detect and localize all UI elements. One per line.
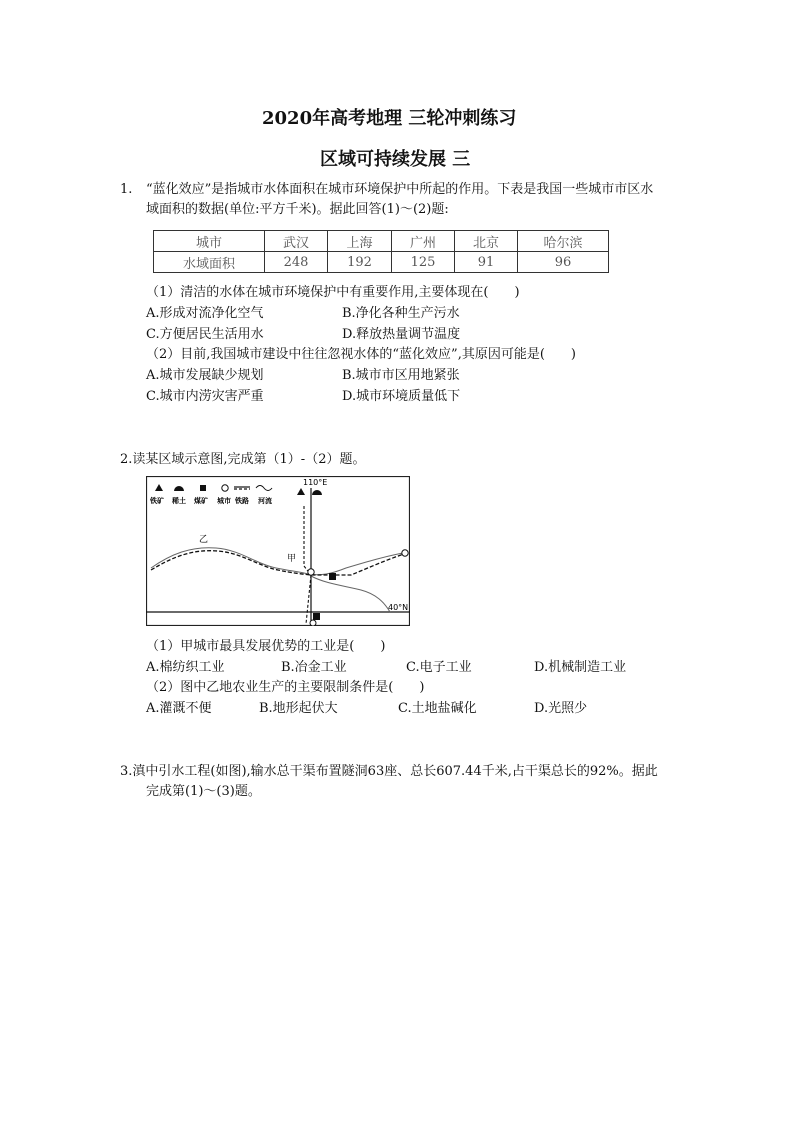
table-header-cell: 上海 — [328, 231, 392, 252]
q1-sub2-option-a: A.城市发展缺少规划 — [146, 368, 264, 383]
q2-sub2-option-a: A.灌溉不便 — [146, 701, 212, 716]
q2-sub2-question: （2）图中乙地农业生产的主要限制条件是( ) — [146, 680, 425, 695]
q1-stem-line2: 域面积的数据(单位:平方千米)。据此回答(1)～(2)题: — [146, 202, 449, 217]
table-header-cell: 武汉 — [265, 231, 328, 252]
table-row — [154, 231, 609, 252]
table-header-cell: 哈尔滨 — [518, 231, 609, 252]
q1-sub1-option-c: C.方便居民生活用水 — [146, 327, 264, 342]
table-header-cell: 广州 — [392, 231, 455, 252]
q1-sub1-option-b: B.净化各种生产污水 — [342, 306, 460, 321]
q3-stem-line2: 完成第(1)～(3)题。 — [146, 784, 261, 799]
coal-mine-marker-south — [313, 613, 320, 620]
water-area-table — [153, 230, 609, 273]
table-cell: 248 — [265, 252, 328, 273]
q2-sub2-option-d: D.光照少 — [534, 701, 588, 716]
meridian-label: 110°E — [303, 478, 328, 487]
coal-mine-icon — [200, 485, 206, 491]
q1-sub1-question: （1）清洁的水体在城市环境保护中有重要作用,主要体现在( ) — [146, 285, 520, 300]
legend-iron-label: 铁矿 — [150, 497, 164, 505]
label-jia: 甲 — [287, 554, 297, 564]
city-icon — [222, 485, 228, 491]
q3-stem-line1: 3.滇中引水工程(如图),输水总干渠布置隧洞63座、总长607.44千米,占干渠总长的92%。据此 — [120, 764, 658, 779]
q2-sub2-option-c: C.土地盐碱化 — [398, 701, 477, 716]
page-subtitle: 区域可持续发展 三 — [320, 149, 471, 170]
q1-sub2-option-d: D.城市环境质量低下 — [342, 389, 461, 404]
q1-sub2-option-c: C.城市内涝灾害严重 — [146, 389, 264, 404]
legend-coal-label: 煤矿 — [194, 497, 208, 505]
legend-river-label: 河流 — [258, 497, 272, 505]
table-cell: 192 — [328, 252, 392, 273]
legend-city-label: 城市 — [217, 497, 231, 505]
q2-stem: 2.读某区域示意图,完成第（1）-（2）题。 — [120, 452, 366, 467]
table-header-cell: 北京 — [455, 231, 518, 252]
q1-sub1-option-a: A.形成对流净化空气 — [146, 306, 264, 321]
q1-stem-line1: “蓝化效应”是指城市水体面积在城市环境保护中所起的作用。下表是我国一些城市市区水 — [146, 182, 654, 197]
table-cell: 91 — [455, 252, 518, 273]
table-row — [154, 252, 609, 273]
region-map — [146, 476, 410, 626]
legend-railway-label: 铁路 — [235, 497, 249, 505]
coal-mine-marker — [329, 573, 336, 580]
table-row-label: 水域面积 — [154, 252, 265, 273]
table-cell: 125 — [392, 252, 455, 273]
label-yi: 乙 — [199, 535, 209, 545]
q2-sub1-option-d: D.机械制造工业 — [534, 660, 627, 675]
city-south-marker — [310, 620, 316, 626]
q1-sub2-option-b: B.城市市区用地紧张 — [342, 368, 460, 383]
page-title: 2020年高考地理 三轮冲刺练习 — [262, 108, 517, 129]
q1-number: 1. — [120, 182, 133, 197]
q2-sub1-option-c: C.电子工业 — [406, 660, 472, 675]
legend-rare-earth-label: 稀土 — [172, 497, 186, 505]
q1-sub1-option-d: D.释放热量调节温度 — [342, 327, 461, 342]
q1-sub2-question: （2）目前,我国城市建设中往往忽视水体的“蓝化效应”,其原因可能是( ) — [146, 347, 576, 362]
parallel-label: 40°N — [388, 603, 409, 612]
q2-sub2-option-b: B.地形起伏大 — [259, 701, 338, 716]
table-cell: 96 — [518, 252, 609, 273]
table-header-cell: 城市 — [154, 231, 265, 252]
city-east-marker — [402, 550, 408, 556]
q2-sub1-option-a: A.棉纺织工业 — [146, 660, 225, 675]
q2-sub1-question: （1）甲城市最具发展优势的工业是( ) — [146, 639, 386, 654]
city-jia-marker — [308, 569, 314, 575]
q2-sub1-option-b: B.冶金工业 — [281, 660, 347, 675]
